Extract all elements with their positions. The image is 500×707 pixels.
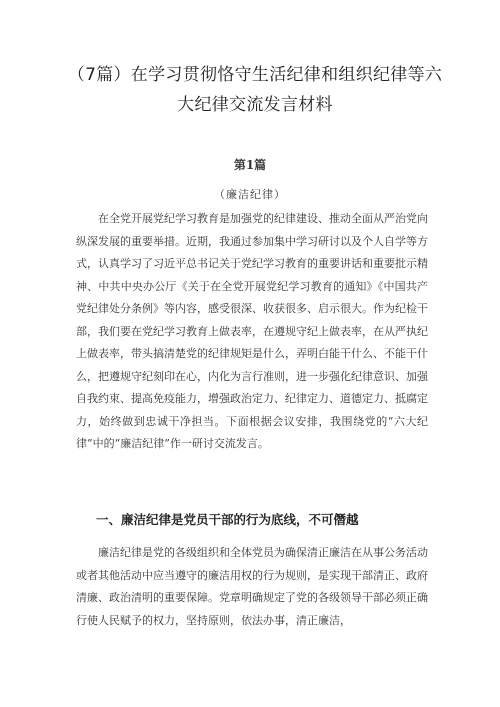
piece-number: 第1篇	[233, 158, 267, 172]
document-title: （7篇）在学习贯彻恪守生活纪律和组织纪律等六大纪律交流发言材料	[67, 65, 443, 115]
section-heading: 一、廉洁纪律是党员干部的行为底线，不可僭越	[96, 512, 359, 527]
section-paragraph: 廉洁纪律是党的各级组织和全体党员为确保清正廉洁在从事公务活动或者其他活动中应当遵守的廉洁用权的行为规则，是实现干部清正、政府清廉、政治清明的重要保障。党章明确规定了党的各级领导干部必须正确行使人民赋予的权力，坚持原则，依法办事，清正廉洁，	[76, 546, 428, 627]
body-paragraph: 在全党开展党纪学习教育是加强党的纪律建设、推动全面从严治党向纵深发展的重要举措。近期，我通过参加集中学习研讨以及个人自学等方式，认真学习了习近平总书记关于党纪学习教育的重要讲话和重要批示精神、中共中央办公厅《关于在全党开展党纪学习教育的通知》《中国共产党纪律处分条例》等内容，感受很深、收获很多、启示很大。作为纪检干部，我们要在党纪学习教育上做表率，在遵规守纪上做表率，在从严执纪上做表率，带头搞清楚党的纪律规矩是什么，弄明白能干什么、不能干什么，把遵规守纪刻印在心，内化为言行准则，进一步强化纪律意识、加强自我约束、提高免疫能力，增强政治定力、纪律定力、道德定力、抵腐定力，始终做到忠诚干净担当。下面根据会议安排，我围绕党的“六大纪律”中的“廉洁纪律”作一研讨交流发言。	[76, 212, 428, 450]
piece-topic: （廉洁纪律）	[214, 188, 286, 201]
